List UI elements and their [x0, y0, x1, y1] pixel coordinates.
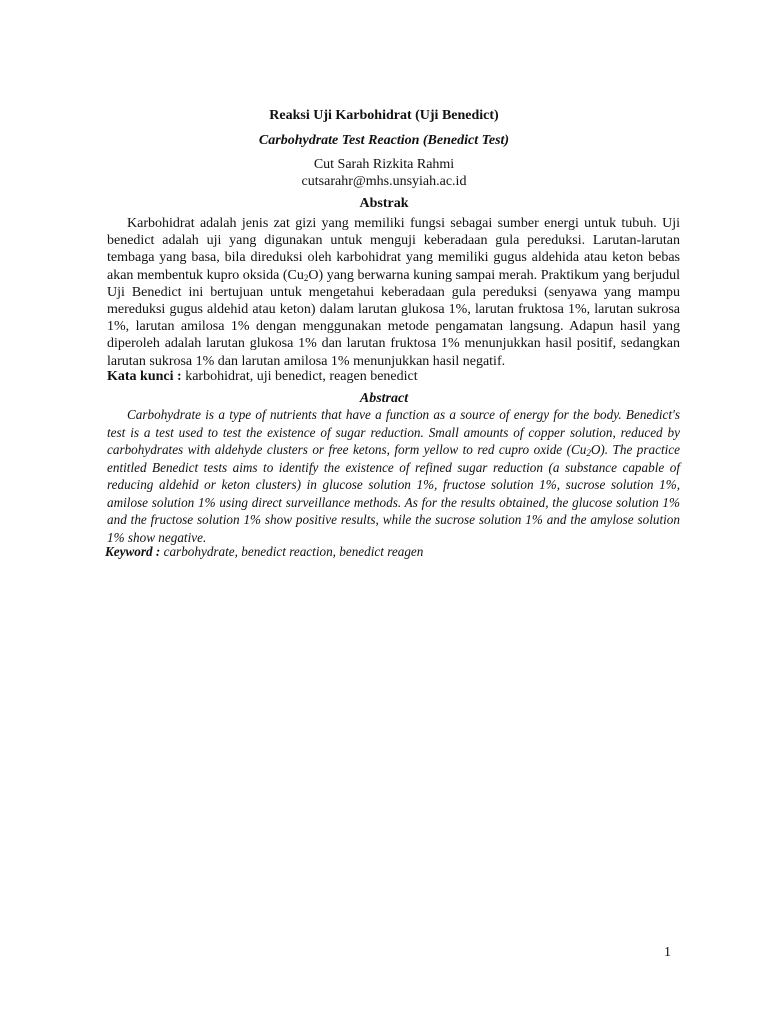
page-number: 1 [664, 945, 671, 960]
kata-kunci-value: karbohidrat, uji benedict, reagen benedict [181, 369, 418, 384]
abstract-text-part-2: O). The practice entitled Benedict tests aims to identify the existence of refined sugar reduction (a substance capable of reducing aldehid or keton clusters) in glucose solution 1%, fructose solution 1%, sucrose solution 1%, amilose solution 1% using direct surveillance methods. As for the results obtained, the glucose solution 1% and the fructose solution 1% show positive results, while the sucrose solution 1% and the amylose solution 1% show negative. [107, 442, 680, 545]
abstrak-text-part-2: O) yang berwarna kuning sampai merah. Praktikum yang berjudul Uji Benedict ini bertujuan untuk mengetahui keberadaan gula pereduksi (senyawa yang mampu mereduksi gugus aldehid atau keton) dalam larutan glukosa 1%, larutan fruktosa 1%, larutan sukrosa 1%, larutan amilosa 1% dengan menggunakan metode pengamatan langsung. Adapun hasil yang diperoleh adalah larutan glukosa 1% dan larutan fruktosa 1% menunjukkan hasil positif, sedangkan larutan sukrosa 1% dan larutan amilosa 1% menunjukkan hasil negatif. [107, 267, 680, 369]
abstrak-heading: Abstrak [359, 196, 409, 211]
author-name: Cut Sarah Rizkita Rahmi [313, 157, 455, 172]
paper-subtitle: Carbohydrate Test Reaction (Benedict Test) [258, 133, 510, 148]
abstrak-text [107, 215, 680, 370]
abstract-heading: Abstract [359, 391, 409, 406]
abstrak-subscript: 2 [303, 272, 309, 283]
author-email: cutsarahr@mhs.unsyiah.ac.id [301, 174, 467, 189]
paper-title: Reaksi Uji Karbohidrat (Uji Benedict) [269, 108, 499, 123]
abstract-text-part-1: Carbohydrate is a type of nutrients that have a function as a source of energy for the body. Benedict's test is a test used to test the existence of sugar reduction. Small amounts of copper solution, reduced by carbohydrates with aldehyde clusters or free ketons, form yellow to red cupro oxide (Cu [107, 407, 680, 457]
abstrak-text-part-1: Karbohidrat adalah jenis zat gizi yang memiliki fungsi sebagai sumber energi untuk tubuh. Uji benedict adalah uji yang digunakan untuk menguji keberadaan gula pereduksi. Larutan-larutan tembaga yang basa, bila direduksi oleh karbohidrat yang memiliki gugus aldehida atau keton bebas akan membentuk kupro oksida (Cu [107, 216, 680, 283]
abstract-subscript: 2 [586, 448, 591, 458]
abstract-text [107, 406, 680, 546]
keyword-value: carbohydrate, benedict reaction, benedict reagen [160, 544, 424, 559]
keyword [105, 543, 680, 560]
kata-kunci [107, 368, 680, 385]
keyword-label: Keyword : [105, 544, 161, 559]
kata-kunci-label: Kata kunci : [107, 369, 182, 384]
